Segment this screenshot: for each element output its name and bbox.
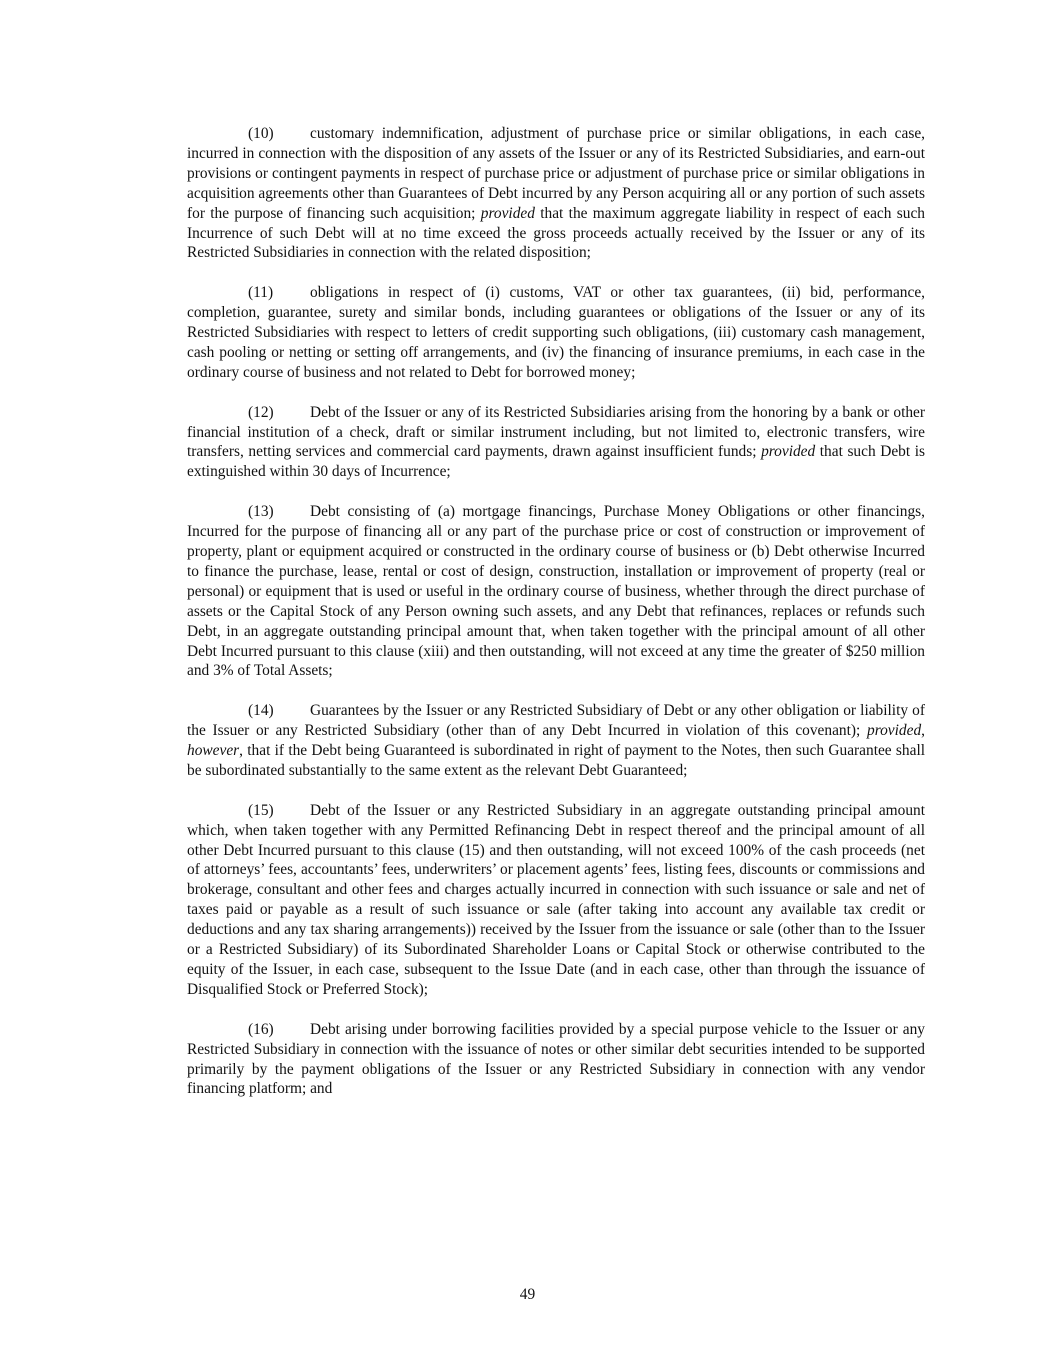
paragraph-16 [187,1020,925,1100]
clause-text: Debt arising under borrowing facilities provided by a special purpose vehicle to the Issuer or any Restricted Subsidiary in connection with the issuance of notes or other similar debt securities intended to be supported primarily by the payment obligations of the Issuer or any Restricted Subsidiary in connection with any vendor financing platform; and [187,1020,925,1098]
clause-text: , [921,722,925,740]
clause-text: , that if the Debt being Guaranteed is subordinated in right of payment to the Notes, then such Guarantee shall be subordinated substantially to the same extent as the relevant Debt Guaranteed; [187,742,925,779]
paragraph-13 [187,502,925,681]
clause-text: Debt of the Issuer or any Restricted Subsidiary in an aggregate outstanding principal amount which, when taken together with any Permitted Refinancing Debt in respect thereof and the principal amount of all other Debt Incurred pursuant to this clause (15) and then outstanding, will not exceed 100% of the cash proceeds (net of attorneys’ fees, accountants’ fees, underwriters’ or placement agents’ fees, listing fees, discounts or commissions and brokerage, consultant and other fees and charges actually incurred in connection with such issuance or sale and net of taxes paid or payable as a result of such issuance or sale (after taking into account any available tax credit or deductions and any tax sharing arrangements)) received by the Issuer from the issuance or sale (other than to the Issuer or a Restricted Subsidiary) of its Subordinated Shareholder Loans or Capital Stock or otherwise contributed to the equity of the Issuer, in each case, subsequent to the Issue Date (and in each case, other than through the issuance of Disqualified Stock or Preferred Stock); [187,801,925,998]
clause-text: Guarantees by the Issuer or any Restricted Subsidiary of Debt or any other obligation or liability of the Issuer or any Restricted Subsidiary (other than of any Debt Incurred in violation of this covenant); [187,702,925,740]
italic-term: provided [761,443,816,461]
document-body [187,124,925,1119]
paragraph-10 [187,124,925,263]
clause-text: Debt of the Issuer or any of its Restricted Subsidiaries arising from the honoring by a bank or other financial institution of a check, draft or similar instrument including, but not limited to, electronic transfers, wire transfers, netting services and commercial card payments, drawn against insufficient funds; [187,403,925,461]
clause-number: (14) [248,702,274,720]
page-number: 49 [519,1286,536,1303]
clause-text: obligations in respect of (i) customs, VAT or other tax guarantees, (ii) bid, performance, completion, guarantee, surety and similar bonds, including guarantees or obligations of the Issuer or any of its Restricted Subsidiaries with respect to letters of credit supporting such obligations, (iii) customary cash management, cash pooling or netting or setting off arrangements, and (iv) the financing of insurance premiums, in each case in the ordinary course of business and not related to Debt for borrowed money; [187,284,925,381]
clause-number: (10) [248,125,274,142]
clause-text: that the maximum aggregate liability in respect of each such Incurrence of such Debt will at no time exceed the gross proceeds actually received by the Issuer or any of its Restricted Subsidiaries in connection with the related disposition; [187,204,926,262]
paragraph-12 [187,403,925,483]
paragraph-14 [187,701,925,781]
italic-term: provided [867,722,922,740]
clause-number: (13) [248,503,274,521]
clause-text: customary indemnification, adjustment of purchase price or similar obligations, in each case, incurred in connection with the disposition of any assets of the Issuer or any of its Restricted Subsidiaries, and earn-out provisions or contingent payments in respect of purchase price or adjustment of purchase price or similar obligations in acquisition agreements other than Guarantees of Debt incurred by any Person acquiring all or any portion of such assets for the purpose of financing such acquisition; [187,125,925,222]
paragraph-15 [187,801,925,1000]
clause-number: (12) [248,403,274,421]
italic-term: however [187,742,240,760]
paragraph-11 [187,283,925,383]
clause-text: that such Debt is extinguished within 30 days of Incurrence; [187,443,925,481]
clause-number: (16) [248,1020,274,1038]
clause-number: (11) [248,284,274,302]
italic-term: provided [480,204,535,222]
clause-number: (15) [248,801,274,819]
clause-text: Debt consisting of (a) mortgage financings, Purchase Money Obligations or other financings, Incurred for the purpose of financing all or any part of the purchase price or cost of construction or improvement of property, plant or equipment acquired or constructed in the ordinary course of business or (b) Debt otherwise Incurred to finance the purchase, lease, rental or cost of design, construction, installation or improvement of property (real or personal) or equipment that is used or useful in the ordinary course of business, whether through the direct purchase of assets or the Capital Stock of any Person owning such assets, and any Debt that refinances, replaces or refunds such Debt, in an aggregate outstanding principal amount that, when taken together with the principal amount of all other Debt Incurred pursuant to this clause (xiii) and then outstanding, will not exceed at any time the greater of $250 million and 3% of Total Assets; [187,503,925,680]
